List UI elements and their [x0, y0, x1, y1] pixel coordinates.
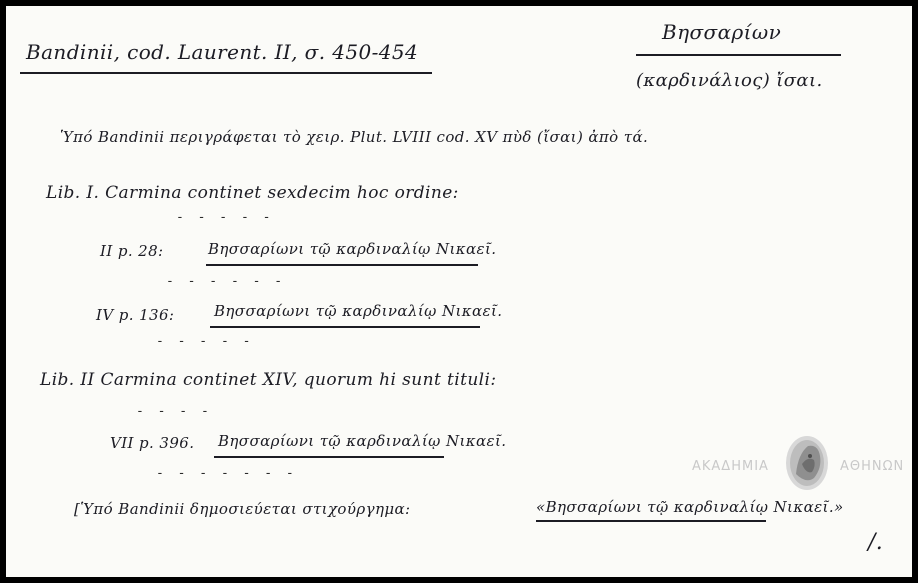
academy-seal-icon [784, 434, 830, 492]
lib1-entry-text: Βησσαρίωνι τῷ καρδιναλίῳ Νικαεῖ. [214, 302, 503, 320]
lib1-entry-ref: II p. 28: [100, 242, 164, 260]
intro-line: Ὑπό Bandinii περιγράφεται τὸ χειρ. Plut. LVIII cod. XV πὺδ (ἴσαι) ἀπὸ τά. [60, 128, 649, 146]
watermark-right-text: ΑΘΗΝΩΝ [840, 459, 905, 474]
lib1-entry-text: Βησσαρίωνι τῷ καρδιναλίῳ Νικαεῖ. [208, 240, 497, 258]
header-name-underline [636, 54, 841, 56]
quote-underline [536, 520, 766, 522]
dash-separator: - - - - - [176, 210, 274, 225]
header-citation-underline [20, 72, 432, 74]
closing-line-prefix: [Ὑπό Bandinii δημοσιεύεται στιχούργημα: [74, 500, 411, 518]
header-citation: Bandinii, cod. Laurent. II, σ. 450-454 [26, 40, 419, 64]
index-card [6, 6, 912, 577]
entry-underline [214, 456, 444, 458]
corner-mark: /. [868, 530, 884, 555]
lib2-entry-text: Βησσαρίωνι τῷ καρδιναλίῳ Νικαεῖ. [218, 432, 507, 450]
closing-line-quote: «Βησσαρίωνι τῷ καρδιναλίῳ Νικαεῖ.» [536, 498, 844, 516]
header-subtitle: (καρδινάλιος) ἴσαι. [636, 70, 823, 91]
dash-separator: - - - - - [156, 334, 254, 349]
entry-underline [210, 326, 480, 328]
header-name: Βησσαρίων [662, 20, 782, 44]
watermark-left-text: ΑΚΑΔΗΜΙΑ [692, 459, 769, 474]
lib2-heading: Lib. II Carmina continet XIV, quorum hi sunt tituli: [40, 370, 497, 390]
dash-separator: - - - - - - [166, 274, 286, 289]
entry-underline [206, 264, 478, 266]
lib1-entry-ref: IV p. 136: [96, 306, 175, 324]
dash-separator: - - - - [136, 404, 212, 419]
lib2-entry-ref: VII p. 396. [110, 434, 195, 452]
dash-separator: - - - - - - - [156, 466, 297, 481]
lib1-heading: Lib. I. Carmina continet sexdecim hoc ordine: [46, 183, 459, 203]
